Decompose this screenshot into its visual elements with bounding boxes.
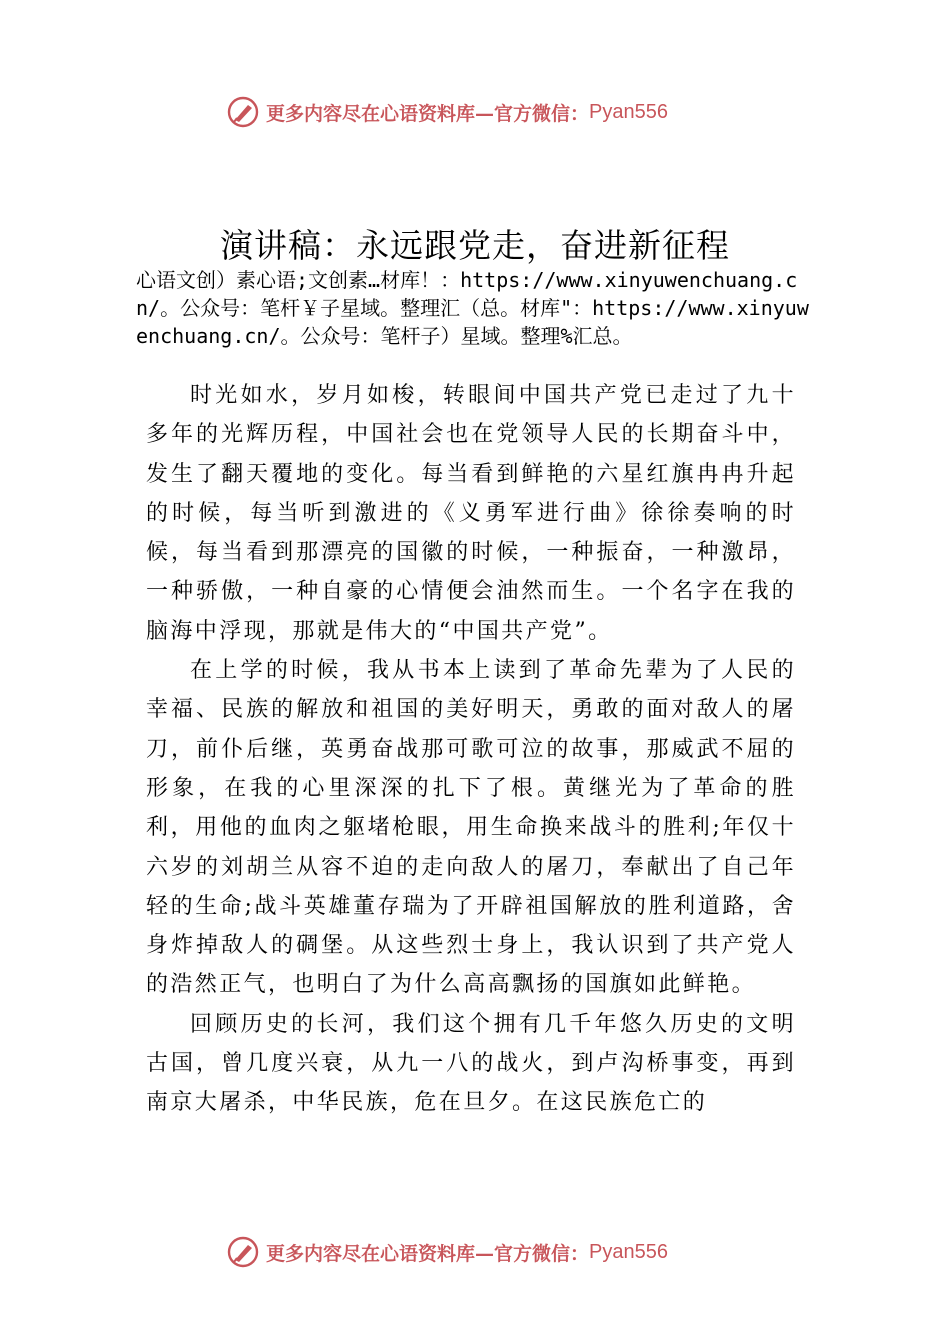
quill-logo-icon [226, 95, 260, 129]
quill-logo-icon [226, 1235, 260, 1269]
header-banner-contact: —官方微信： [475, 102, 590, 125]
paragraph: 时光如水，岁月如梭，转眼间中国共产党已走过了九十多年的光辉历程，中国社会也在党领导人民的长期奋斗中，发生了翻天覆地的变化。每当看到鲜艳的六星红旗冉冉升起的时候，每当听到激进的《义勇军进行曲》徐徐奏响的时候，每当看到那漂亮的国徽的时候，一种振奋，一种激昂，一种骄傲，一种自豪的心情便会油然而生。一个名字在我的脑海中浮现，那就是伟大的“中国共产党”。 [146, 383, 796, 644]
footer-banner [226, 1232, 746, 1272]
paragraph: 回顾历史的长河，我们这个拥有几千年悠久历史的文明古国，曾几度兴衰，从九一八的战火，到卢沟桥事变，再到南京大屠杀，中华民族，危在旦夕。在这民族危亡的 [146, 1011, 796, 1116]
header-banner [226, 92, 746, 132]
header-banner-id: Pyan556 [589, 100, 668, 123]
footer-banner-contact: —官方微信： [475, 1242, 590, 1265]
document-body [146, 376, 796, 1123]
footer-banner-id: Pyan556 [589, 1240, 668, 1263]
footer-banner-text: 更多内容尽在心语资料库 [266, 1242, 476, 1265]
source-note: 心语文创）素心语;文创素…材库！：https://www.xinyuwenchuang.cn/。公众号：笔杆￥子星域。整理汇（总。材库"：https://www.xinyuwenchuang.cn/。公众号：笔杆子）星域。整理%汇总。 [136, 268, 809, 348]
document-title: 演讲稿：永远跟党走，奋进新征程 [220, 226, 730, 265]
paragraph: 在上学的时候，我从书本上读到了革命先辈为了人民的幸福、民族的解放和祖国的美好明天，勇敢的面对敌人的屠刀，前仆后继，英勇奋战那可歌可泣的故事，那威武不屈的形象，在我的心里深深的扎下了根。黄继光为了革命的胜利，用他的血肉之躯堵枪眼，用生命换来战斗的胜利;年仅十六岁的刘胡兰从容不迫的走向敌人的屠刀，奉献出了自己年轻的生命;战斗英雄董存瑞为了开辟祖国解放的胜利道路，舍身炸掉敌人的碉堡。从这些烈士身上，我认识到了共产党人的浩然正气，也明白了为什么高高飘扬的国旗如此鲜艳。 [146, 658, 796, 998]
header-banner-text: 更多内容尽在心语资料库 [266, 102, 476, 125]
